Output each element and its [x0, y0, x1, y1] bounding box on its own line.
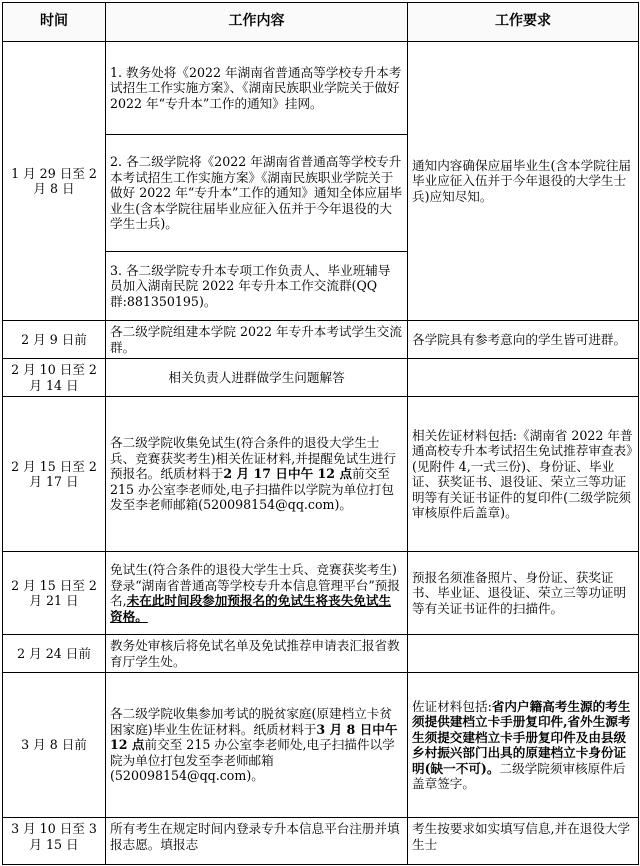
- requirement-cell: 通知内容确保应届毕业生(含本学院往届毕业应征入伍并于今年退役的大学生士兵)应知尽知。: [408, 42, 639, 321]
- time-cell: 1 月 29 日至 2 月 8 日: [3, 42, 106, 321]
- warning-highlight: 未在此时间段参加预报名的免试生将丧失免试生资格。: [110, 593, 392, 624]
- table-row: [3, 552, 639, 635]
- content-cell: [106, 673, 408, 818]
- time-cell: 2 月 9 日前: [3, 321, 106, 359]
- content-cell: 1. 教务处将《2022 年湖南省普通高等学校专升本考试招生工作实施方案》、《湖南民族职业学院关于做好 2022 年“专升本”工作的通知》挂网。: [106, 42, 408, 135]
- content-cell: 所有考生在规定时间内登录专升本信息平台注册并填报志愿。填报志: [106, 818, 408, 865]
- content-text: 免试生(符合条件的退役大学生士兵、竞赛获奖考生)登录“湖南省普通高等学校专升本信息管理平台”预报名,: [110, 562, 400, 608]
- requirement-text: 佐证材料包括:: [412, 698, 492, 714]
- requirement-cell: [408, 673, 639, 818]
- content-text: 各二级学院收集免试生(符合条件的退役大学生士兵、竞赛获奖考生)相关佐证材料,并提醒免试生进行预报名。纸质材料于: [110, 435, 396, 482]
- table-header-row: [3, 3, 639, 42]
- content-text: 各二级学院收集参加考试的脱贫家庭(原建档立卡贫困家庭)毕业生佐证材料。纸质材料于: [110, 706, 392, 737]
- requirement-cell: 相关佐证材料包括:《湖南省 2022 年普通高校专升本考试招生免试推荐审查表》(见附件 4,一式三份)、身份证、毕业证、获奖证书、退役证、荣立三等功证明等有关证书证件的复印件(二级学院须审核原件后盖章)。: [408, 397, 639, 552]
- time-cell: 3 月 8 日前: [3, 673, 106, 818]
- header-time: 时间: [3, 3, 106, 42]
- table-row: [3, 818, 639, 865]
- requirement-cell: 各学院具有参考意向的学生皆可进群。: [408, 321, 639, 359]
- content-cell: 教务处审核后将免试名单及免试推荐申请表汇报省教育厅学生处。: [106, 635, 408, 673]
- table-row: [3, 635, 639, 673]
- table-row: [3, 321, 639, 359]
- requirement-cell: 预报名须准备照片、身份证、获奖证书、毕业证、退役证、荣立三等功证明等有关证书证件的扫描件。: [408, 552, 639, 635]
- requirement-cell: [408, 635, 639, 673]
- requirement-cell: [408, 359, 639, 397]
- time-cell: 2 月 24 日前: [3, 635, 106, 673]
- time-cell: 2 月 10 日至 2 月 14 日: [3, 359, 106, 397]
- requirement-highlight: 省内户籍高考生源的考生须提供建档立卡手册复印件,省外生源考生须提交建档立卡手册复印件及由县级乡村振兴部门出具的原建档立卡身份证明(缺一不可)。: [412, 698, 631, 776]
- table-row: [3, 397, 639, 552]
- table-row: [3, 42, 639, 135]
- deadline-highlight: 3 月 8 日中午 12 点: [110, 721, 398, 753]
- content-cell: [106, 552, 408, 635]
- deadline-highlight: 2 月 17 日中午 12 点: [223, 466, 353, 482]
- table-row: [3, 359, 639, 397]
- content-cell: 各二级学院组建本学院 2022 年专升本考试学生交流群。: [106, 321, 408, 359]
- requirement-text: 二级学院须审核原件后盖章签字。: [412, 760, 626, 791]
- content-text: 前交至 215 办公室李老师处,电子扫描件以学院为单位打包发至李老师邮箱(520098154@qq.com)。: [110, 466, 394, 513]
- time-cell: 2 月 15 日至 2 月 17 日: [3, 397, 106, 552]
- content-cell: 3. 各二级学院专升本专项工作负责人、毕业班辅导员加入湖南民院 2022 年专升本工作交流群(QQ 群:881350195)。: [106, 252, 408, 321]
- content-cell: 相关负责人进群做学生问题解答: [106, 359, 408, 397]
- requirement-cell: 考生按要求如实填写信息,并在退役大学生士: [408, 818, 639, 865]
- content-cell: [106, 397, 408, 552]
- time-cell: 2 月 15 日至 2 月 21 日: [3, 552, 106, 635]
- content-text: 前交至 215 办公室李老师处,电子扫描件以学院为单位打包发至李老师邮箱(520098154@qq.com)。: [110, 737, 395, 784]
- table-row: [3, 673, 639, 818]
- work-schedule-table: [2, 2, 639, 865]
- content-cell: 2. 各二级学院将《2022 年湖南省普通高等学校专升本考试招生工作实施方案》《湖南民族职业学院关于做好 2022 年“专升本”工作的通知》通知全体应届毕业生(含本学院往届毕业应征入伍并于今年退役的大学生士兵)。: [106, 135, 408, 252]
- time-cell: 3 月 10 日至 3 月 15 日: [3, 818, 106, 865]
- header-requirement: 工作要求: [408, 3, 639, 42]
- header-content: 工作内容: [106, 3, 408, 42]
